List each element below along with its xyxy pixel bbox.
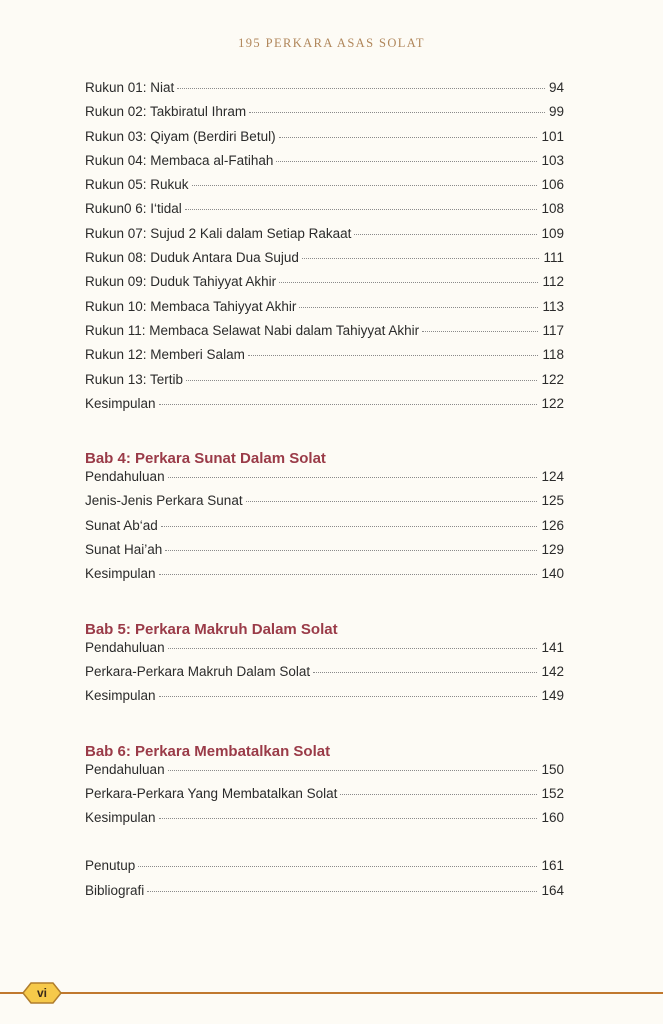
dot-leader	[159, 404, 538, 405]
toc-entry[interactable]	[85, 274, 564, 298]
toc-entry[interactable]	[85, 664, 564, 688]
toc-entry-page: 111	[543, 250, 564, 266]
section-gap	[85, 713, 564, 735]
toc-entry-title: Rukun 03: Qiyam (Berdiri Betul)	[85, 128, 276, 144]
toc-entry-page: 109	[541, 225, 564, 241]
toc-entry-title: Perkara-Perkara Makruh Dalam Solat	[85, 663, 311, 679]
toc-entry[interactable]	[85, 640, 564, 664]
toc-entry-title: Rukun0 6: I‘tidal	[85, 201, 182, 217]
toc-entry[interactable]	[85, 177, 564, 201]
running-head: 195 PERKARA ASAS SOLAT	[238, 36, 425, 50]
page-number-badge	[22, 982, 62, 1004]
toc-entry-page: 164	[541, 882, 564, 898]
toc-entry-page: 99	[548, 104, 564, 120]
toc-entry-page: 124	[541, 469, 564, 485]
section-gap	[85, 591, 564, 613]
section-gap	[85, 834, 564, 858]
toc-entry-title: Rukun 02: Takbiratul Ihram	[85, 104, 247, 120]
toc-entry-title: Rukun 08: Duduk Antara Dua Sujud	[85, 250, 299, 266]
toc-entry-title: Sunat Hai’ah	[85, 542, 163, 558]
dot-leader	[279, 282, 538, 283]
toc-entry-page: 94	[548, 80, 564, 95]
dot-leader	[246, 501, 538, 502]
dot-leader	[340, 794, 537, 795]
toc-entry-title: Rukun 04: Membaca al-Fatihah	[85, 152, 274, 168]
toc-entry-page: 149	[541, 688, 564, 704]
dot-leader	[279, 137, 538, 138]
toc-entry-page: 122	[541, 371, 564, 387]
toc-entry-page: 161	[541, 858, 564, 874]
toc-entry-page: 129	[541, 542, 564, 558]
dot-leader	[249, 112, 545, 113]
toc-entry-title: Kesimpulan	[85, 810, 156, 826]
toc-entry[interactable]	[85, 396, 564, 420]
toc-entry[interactable]	[85, 226, 564, 250]
toc-entry-title: Rukun 12: Memberi Salam	[85, 347, 245, 363]
toc-entry-page: 112	[542, 274, 564, 290]
dot-leader	[422, 331, 538, 332]
page-number: vi	[36, 986, 47, 1000]
toc-entry[interactable]	[85, 80, 564, 104]
dot-leader	[159, 574, 538, 575]
toc-entry[interactable]	[85, 542, 564, 566]
dot-leader	[168, 648, 538, 649]
table-of-contents	[85, 80, 564, 907]
toc-entry-page: 125	[541, 493, 564, 509]
toc-entry-title: Pendahuluan	[85, 639, 165, 655]
toc-entry-page: 108	[541, 201, 564, 217]
toc-entry-title: Pendahuluan	[85, 469, 165, 485]
dot-leader	[313, 672, 537, 673]
toc-entry-title: Kesimpulan	[85, 688, 156, 704]
toc-entry-title: Rukun 01: Niat	[85, 80, 175, 95]
toc-entry-page: 160	[541, 810, 564, 826]
dot-leader	[302, 258, 540, 259]
chapter-heading: Bab 6: Perkara Membatalkan Solat	[85, 742, 331, 760]
dot-leader	[192, 185, 538, 186]
toc-entry-page: 122	[541, 395, 564, 411]
footer-rule	[0, 992, 663, 994]
dot-leader	[159, 818, 538, 819]
toc-entry-page: 142	[541, 663, 564, 679]
toc-entry[interactable]	[85, 566, 564, 590]
toc-entry[interactable]	[85, 250, 564, 274]
toc-entry-title: Rukun 07: Sujud 2 Kali dalam Setiap Rakaat	[85, 225, 352, 241]
toc-entry-title: Perkara-Perkara Yang Membatalkan Solat	[85, 785, 338, 801]
toc-entry-title: Rukun 11: Membaca Selawat Nabi dalam Tahiyyat Akhir	[85, 322, 420, 338]
toc-entry[interactable]	[85, 372, 564, 396]
dot-leader	[165, 550, 537, 551]
chapter-heading: Bab 4: Perkara Sunat Dalam Solat	[85, 450, 326, 468]
toc-entry-title: Jenis-Jenis Perkara Sunat	[85, 493, 243, 509]
toc-entry[interactable]	[85, 299, 564, 323]
toc-entry-title: Rukun 13: Tertib	[85, 371, 184, 387]
toc-entry[interactable]	[85, 129, 564, 153]
dot-leader	[354, 234, 537, 235]
toc-entry-page: 118	[542, 347, 564, 363]
toc-entry-page: 103	[541, 152, 564, 168]
toc-entry[interactable]	[85, 762, 564, 786]
toc-entry-page: 117	[542, 322, 564, 338]
toc-entry[interactable]	[85, 104, 564, 128]
dot-leader	[168, 477, 538, 478]
dot-leader	[299, 307, 538, 308]
toc-entry-title: Rukun 10: Membaca Tahiyyat Akhir	[85, 298, 297, 314]
dot-leader	[138, 866, 537, 867]
toc-entry-page: 152	[541, 785, 564, 801]
toc-entry-title: Penutup	[85, 858, 136, 874]
toc-entry-title: Kesimpulan	[85, 566, 156, 582]
dot-leader	[186, 380, 537, 381]
toc-entry-page: 101	[541, 128, 564, 144]
dot-leader	[159, 696, 538, 697]
toc-entry-title: Bibliografi	[85, 882, 145, 898]
dot-leader	[177, 88, 545, 89]
toc-entry[interactable]	[85, 810, 564, 834]
toc-entry-title: Pendahuluan	[85, 761, 165, 777]
toc-entry[interactable]	[85, 518, 564, 542]
toc-entry-title: Sunat Ab‘ad	[85, 517, 158, 533]
section-gap	[85, 420, 564, 442]
toc-entry-page: 106	[541, 177, 564, 193]
toc-entry[interactable]	[85, 688, 564, 712]
toc-entry[interactable]	[85, 469, 564, 493]
toc-entry-page: 140	[541, 566, 564, 582]
dot-leader	[276, 161, 537, 162]
dot-leader	[147, 891, 537, 892]
toc-entry[interactable]	[85, 201, 564, 225]
chapter-heading: Bab 5: Perkara Makruh Dalam Solat	[85, 620, 338, 638]
toc-entry[interactable]	[85, 493, 564, 517]
toc-entry[interactable]	[85, 786, 564, 810]
dot-leader	[168, 770, 538, 771]
dot-leader	[185, 209, 538, 210]
toc-entry-page: 113	[542, 298, 564, 314]
dot-leader	[161, 526, 538, 527]
toc-entry-page: 150	[541, 761, 564, 777]
toc-entry[interactable]	[85, 153, 564, 177]
dot-leader	[248, 355, 539, 356]
toc-entry-title: Rukun 05: Rukuk	[85, 177, 189, 193]
toc-entry-page: 141	[541, 639, 564, 655]
toc-entry[interactable]	[85, 347, 564, 371]
toc-entry-title: Rukun 09: Duduk Tahiyyat Akhir	[85, 274, 277, 290]
toc-entry[interactable]	[85, 323, 564, 347]
toc-entry[interactable]	[85, 858, 564, 882]
toc-entry-page: 126	[541, 517, 564, 533]
toc-entry-title: Kesimpulan	[85, 395, 156, 411]
toc-entry[interactable]	[85, 883, 564, 907]
